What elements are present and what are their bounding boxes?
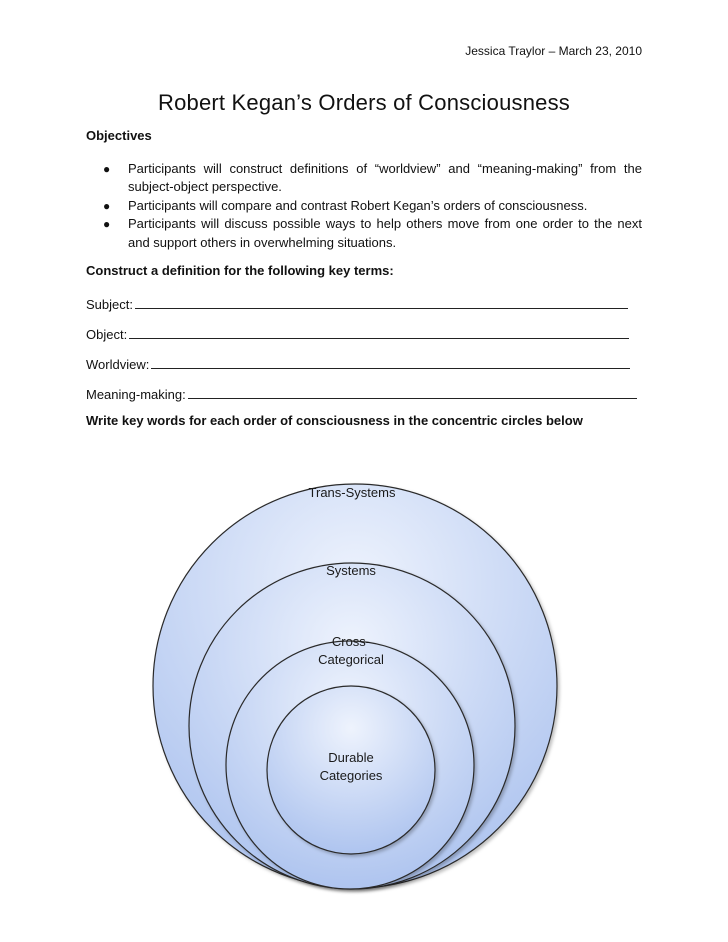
objective-text: Participants will discuss possible ways to help others move from one order to the next and support others in overwhelming situations.	[128, 216, 642, 250]
bullet-icon: ●	[103, 217, 111, 232]
bullet-icon: ●	[103, 162, 111, 176]
trans-systems-label: Trans-Systems	[308, 485, 396, 500]
bullet-icon: ●	[103, 198, 111, 213]
term-label-subject: Subject:	[86, 297, 133, 312]
objective-text: Participants will construct definitions of “worldview” and “meaning-making” from the subject-object perspective.	[128, 161, 642, 195]
systems-label: Systems	[326, 563, 376, 578]
term-label-meaning-making: Meaning-making:	[86, 387, 186, 402]
term-label-worldview: Worldview:	[86, 357, 150, 372]
term-label-object: Object:	[86, 327, 128, 342]
durable-categories-label: Durable Categories	[319, 750, 383, 783]
author-date-header: Jessica Traylor – March 23, 2010	[465, 44, 642, 58]
cross-categorical-label: Cross- Categorical	[318, 634, 384, 667]
objective-text: Participants will compare and contrast Robert Kegan’s orders of consciousness.	[128, 197, 588, 213]
page-title: Robert Kegan’s Orders of Consciousness	[158, 90, 570, 115]
key-terms-heading: Construct a definition for the following key terms:	[86, 263, 394, 278]
objectives-heading: Objectives	[86, 128, 152, 143]
circles-heading: Write key words for each order of consciousness in the concentric circles below	[86, 413, 583, 428]
